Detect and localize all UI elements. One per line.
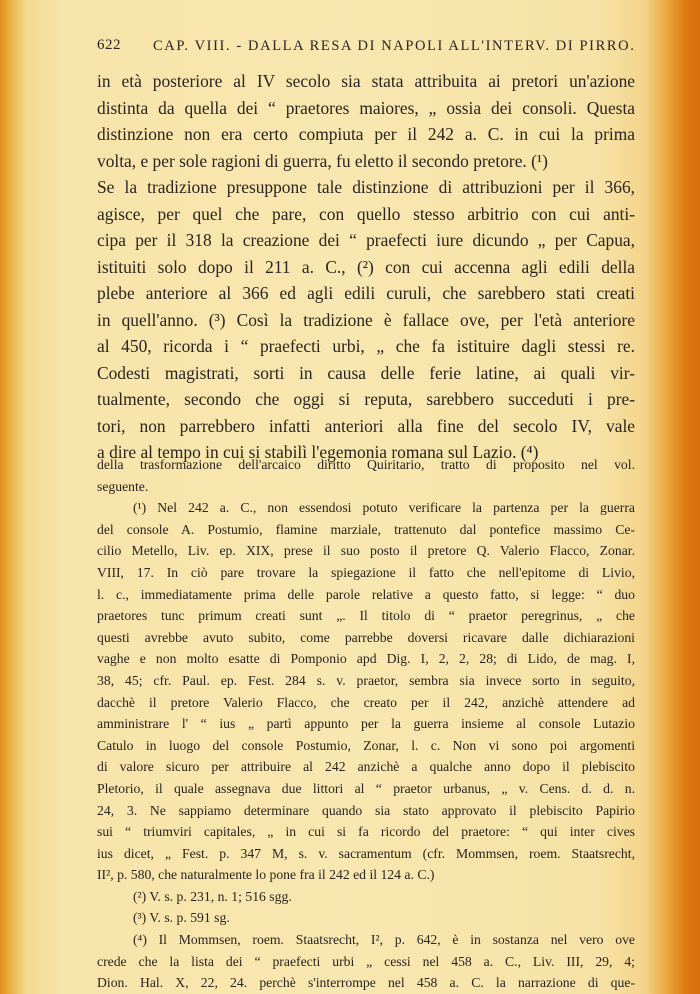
running-head: CAP. VIII. - DALLA RESA DI NAPOLI ALL'INTERV. DI PIRRO. <box>153 38 636 54</box>
footnote-line: (²) V. s. p. 231, n. 1; 516 sgg. <box>133 888 292 904</box>
text-line: Se la tradizione presuppone tale distinzione di attribuzioni per il 366, <box>97 177 635 197</box>
footnote-line: 24, 3. Ne sappiamo determinare quando sia stato approvato il plebiscito Papirio <box>97 802 635 818</box>
page-header <box>97 34 637 60</box>
footnote-line: della trasformazione dell'arcaico diritto Quiritario, tratto di proposito nel vol. <box>97 457 635 472</box>
text-line: istituiti solo dopo il 211 a. C., (²) con cui accenna agli edili della <box>97 256 635 277</box>
text-line: distinta da quella dei “ praetores maiores, „ ossia dei consoli. Questa <box>97 97 635 118</box>
text-line: plebe anteriore al 366 ed agli edili curuli, che sarebbero stati creati <box>97 283 635 303</box>
main-text <box>97 68 635 466</box>
text-line: tualmente, secondo che oggi si reputa, sarebbero succeduti i pre- <box>97 389 635 409</box>
footnote-line: cilio Metello, Liv. ep. XIX, prese il suo posto il pretore Q. Valerio Flacco, Zonar. <box>97 543 635 559</box>
text-line: in quell'anno. (³) Così la tradizione è fallace ove, per l'età anteriore <box>97 309 635 330</box>
footnote-line: (¹) Nel 242 a. C., non essendosi potuto verificare la partenza per la guerra <box>133 500 635 516</box>
footnote-line: del console A. Postumio, flamine marziale, trattenuto dal pontefice massimo Ce- <box>97 521 635 537</box>
footnote-line: questi avrebbe avuto subito, come parrebbe doversi ricavare dalle dichiarazioni <box>97 629 635 645</box>
text-line: volta, e per sole ragioni di guerra, fu eletto il secondo pretore. (¹) <box>97 150 548 171</box>
footnote-line: VIII, 17. In ciò pare trovare la spiegazione il fatto che nell'epitome di Livio, <box>97 564 635 580</box>
text-line: distinzione non era certo compiuta per il 242 a. C. in cui la prima <box>97 124 635 144</box>
footnote-line: ius dicet, „ Fest. p. 347 M, s. v. sacramentum (cfr. Mommsen, roem. Staatsrecht, <box>97 845 635 861</box>
footnote-line: crede che la lista dei “ praefecti urbi „ cessi nel 458 a. C., Liv. III, 29, 4; <box>97 953 635 969</box>
footnote-line: II², p. 580, che naturalmente lo pone fra il 242 ed il 124 a. C.) <box>97 867 435 883</box>
text-line: in età posteriore al IV secolo sia stata attribuita ai pretori un'azione <box>97 71 635 91</box>
footnote-line: Pletorio, il quale assegnava due littori al “ praetor urbanus, „ v. Cens. d. d. n. <box>97 780 635 796</box>
footnote-line: seguente. <box>97 478 149 494</box>
footnote-line: di valore sicuro per attribuire al 242 anzichè a qualche anno dopo il plebiscito <box>97 759 635 775</box>
footnote-line: l. c., immediatamente prima delle parole relative a questo fatto, si legge: “ duo <box>97 586 635 602</box>
text-line: agisce, per quel che pare, con quello stesso arbitrio con cui anti- <box>97 203 635 224</box>
footnote-line: amministrare l' “ ius „ partì appunto per la guerra insieme al console Lutazio <box>97 716 635 732</box>
text-line: al 450, ricorda i “ praefecti urbi, „ che fa istituire dagli stessi re. <box>97 336 635 356</box>
footnote-line: praetores tunc primum creati sunt „. Il titolo di “ praetor peregrinus, „ che <box>97 608 635 624</box>
footnotes <box>97 454 635 994</box>
footnote-line: sui “ triumviri capitales, „ in cui si fa ricordo del praetore: “ qui inter cives <box>97 824 635 840</box>
footnote-line: dacchè il pretore Valerio Flacco, che creato per il 242, anzichè attendere ad <box>97 694 635 710</box>
text-line: cipa per il 318 la creazione dei “ praefecti iure dicundo „ per Capua, <box>97 230 635 250</box>
text-line: a dire al tempo in cui si stabilì l'egemonia romana sul Lazio. (⁴) <box>97 442 539 462</box>
page-number: 622 <box>97 37 121 53</box>
footnote-line: (³) V. s. p. 591 sg. <box>133 910 230 926</box>
text-line: Codesti magistrati, sorti in causa delle ferie latine, ai quali vir- <box>97 362 635 383</box>
text-line: tori, non parrebbero infatti anteriori alla fine del secolo IV, vale <box>97 415 635 436</box>
footnote-line: 38, 45; cfr. Paul. ep. Fest. 284 s. v. praetor, sembra sia invece sorto in seguito, <box>97 672 635 688</box>
footnote-line: (⁴) Il Mommsen, roem. Staatsrecht, I², p. 642, è in sostanza nel vero ove <box>133 932 635 948</box>
footnote-line: vaghe e non molto esatte di Pomponio apd Dig. I, 2, 2, 28; di Lido, de mag. I, <box>97 651 635 667</box>
footnote-line: Dion. Hal. X, 22, 24. perchè s'interrompe nel 458 a. C. la narrazione di que- <box>97 975 635 991</box>
footnote-line: Catulo in luogo del console Postumio, Zonar, l. c. Non vi sono poi argomenti <box>97 737 635 753</box>
